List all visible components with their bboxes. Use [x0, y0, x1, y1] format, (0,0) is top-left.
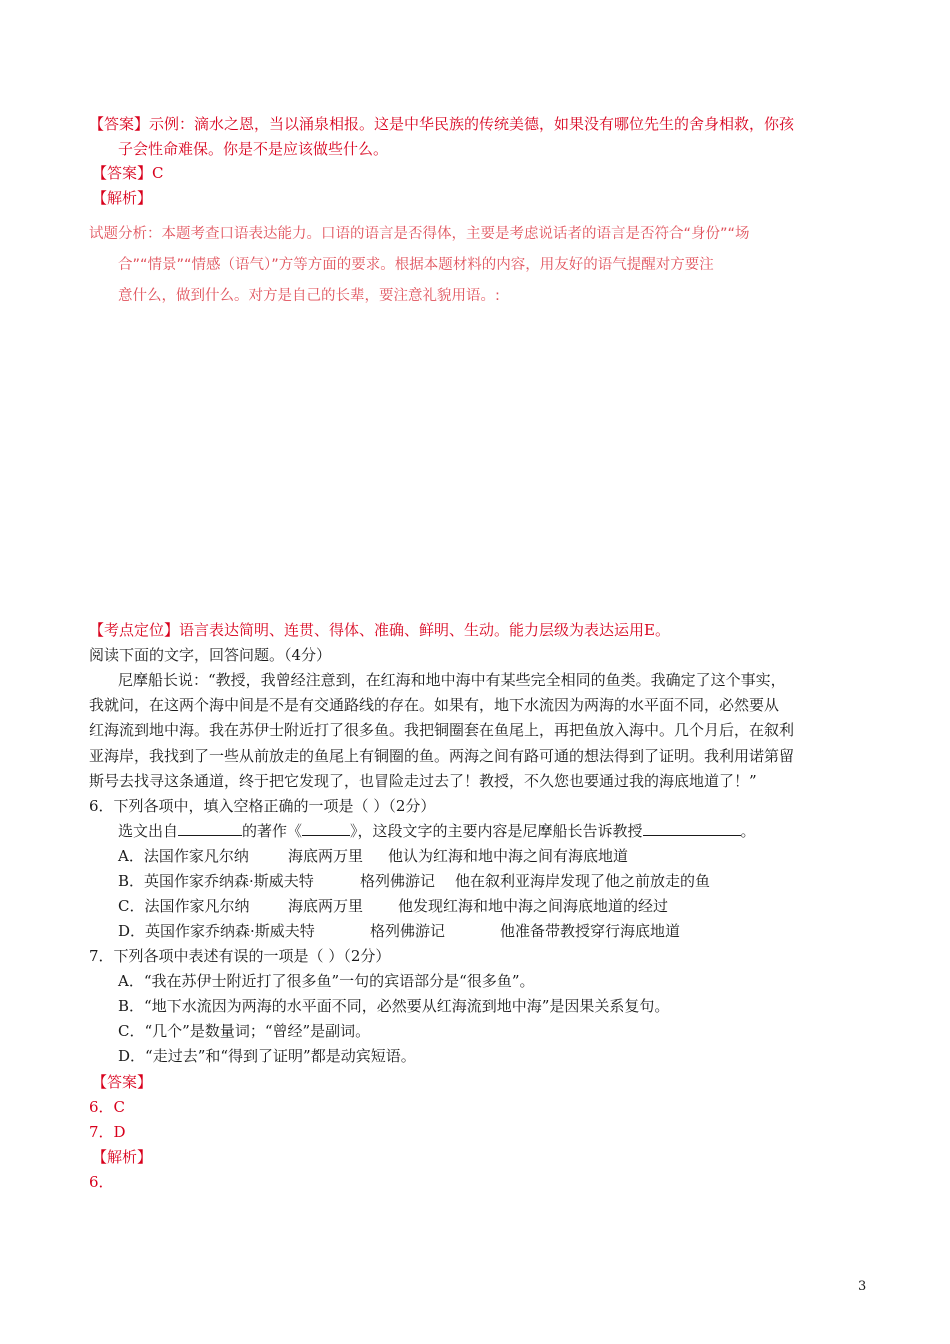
q6-option-d-content: 他准备带教授穿行海底地道 [500, 922, 681, 940]
reading-para-4: 亚海岸，我找到了一些从前放走的鱼尾上有铜圈的鱼。两海之间有路可通的想法得到了证明。我利用诺第留 [89, 747, 795, 765]
reading-para-1: 尼摩船长说：“教授，我曾经注意到，在红海和地中海中有某些完全相同的鱼类。我确定了这个事实， [118, 671, 786, 689]
answer-line-1: 【答案】示例：滴水之恩，当以涌泉相报。这是中华民族的传统美德，如果没有哪位先生的舍身相救，你孩 [89, 115, 795, 133]
q6-option-d-author: D．英国作家乔纳森·斯威夫特 [118, 922, 315, 940]
q6-option-c-content: 他发现红海和地中海之间海底地道的经过 [398, 897, 669, 915]
q7-option-a: A．“我在苏伊士附近打了很多鱼”一句的宾语部分是“很多鱼”。 [118, 972, 535, 990]
analysis-label-1: 【解析】 [92, 189, 153, 207]
kaodian-text: 语言表达简明、连贯、得体、准确、鲜明、生动。能力层级为表达运用E。 [179, 621, 670, 639]
q7-option-c: C．“几个”是数量词；“曾经”是副词。 [118, 1022, 371, 1040]
reading-instruction: 阅读下面的文字，回答问题。（4分） [89, 646, 332, 664]
q6-option-c-author: C．法国作家凡尔纳 [118, 897, 250, 915]
kaodian-label: 【考点定位】 [89, 621, 180, 639]
q6-option-d-book: 格列佛游记 [370, 922, 446, 940]
q6-fill-part-1: 选文出自 [118, 822, 179, 840]
page-number: 3 [858, 1279, 867, 1294]
answer-6: 6．C [89, 1098, 126, 1116]
analysis-line-2: 合”“情景”“情感（语气）”方等方面的要求。根据本题材料的内容，用友好的语气提醒对方要注 [118, 257, 714, 273]
analysis-line-1: 试题分析：本题考查口语表达能力。口语的语言是否得体，主要是考虑说话者的语言是否符合“身份”“场 [89, 226, 750, 242]
answer-line-2: 子会性命难保。你是不是应该做些什么。 [118, 140, 389, 158]
answer-label-2: 【答案】 [92, 1073, 153, 1091]
q6-fill-part-2: 的著作《 [242, 822, 303, 840]
answer-6-analysis: 6． [89, 1173, 114, 1191]
q6-fill-part-3: 》，这段文字的主要内容是尼摩船长告诉教授 [350, 822, 643, 840]
q6-option-c [118, 896, 668, 916]
q6-option-a [118, 846, 628, 866]
q6-blank-content [643, 821, 741, 836]
reading-para-2: 我就问，在这两个海中间是不是有交通路线的存在。如果有，地下水流因为两海的水平面不同，必然要从 [89, 696, 780, 714]
q7-option-d: D．“走过去”和“得到了证明”都是动宾短语。 [118, 1047, 416, 1065]
analysis-label-2: 【解析】 [92, 1148, 153, 1166]
kaodian-line [89, 620, 670, 640]
q6-option-b [118, 871, 710, 891]
answer-7: 7．D [89, 1123, 126, 1141]
q6-option-c-book: 海底两万里 [288, 897, 364, 915]
q6-blank-author [178, 821, 242, 836]
q7-stem: 7．下列各项中表述有误的一项是（ ）（2分） [89, 947, 391, 965]
q6-option-a-author: A．法国作家凡尔纳 [118, 847, 249, 865]
q6-option-b-author: B．英国作家乔纳森·斯威夫特 [118, 872, 314, 890]
q6-fill-line [118, 821, 756, 841]
q6-stem: 6．下列各项中，填入空格正确的一项是（ ）（2分） [89, 797, 436, 815]
reading-para-5: 斯号去找寻这条通道，终于把它发现了，也冒险走过去了！教授，不久您也要通过我的海底地道了！” [89, 772, 757, 790]
q6-option-a-book: 海底两万里 [288, 847, 364, 865]
q6-fill-part-4: 。 [740, 822, 756, 840]
q6-blank-book [302, 821, 350, 836]
answer-c: 【答案】C [92, 164, 164, 182]
q6-option-b-book: 格列佛游记 [360, 872, 436, 890]
q7-option-b: B．“地下水流因为两海的水平面不同，必然要从红海流到地中海”是因果关系复句。 [118, 997, 670, 1015]
q6-option-d [118, 921, 680, 941]
q6-option-a-content: 他认为红海和地中海之间有海底地道 [388, 847, 629, 865]
reading-para-3: 红海流到地中海。我在苏伊士附近打了很多鱼。我把铜圈套在鱼尾上，再把鱼放入海中。几个月后，在叙利 [89, 721, 795, 739]
q6-option-b-content: 他在叙利亚海岸发现了他之前放走的鱼 [455, 872, 711, 890]
analysis-line-3: 意什么，做到什么。对方是自己的长辈，要注意礼貌用语。: [118, 288, 500, 304]
